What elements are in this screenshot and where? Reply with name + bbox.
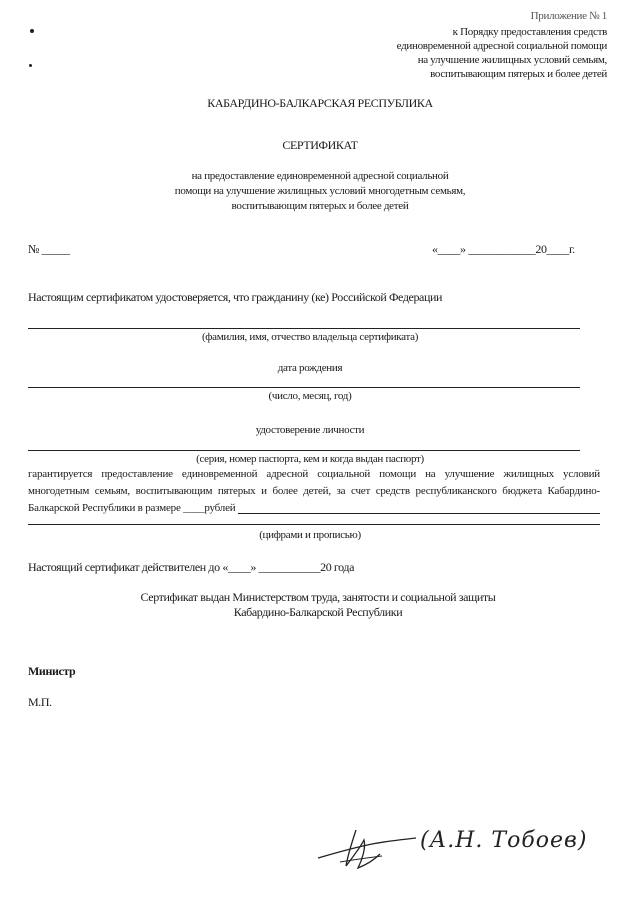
issuer-line-1: Сертификат выдан Министерством труда, занятости и социальной защиты xyxy=(140,590,496,604)
certificate-title: СЕРТИФИКАТ xyxy=(282,138,358,152)
guarantee-line-3: Балкарской Республики в размере ____рублей xyxy=(28,502,236,514)
fio-caption: (фамилия, имя, отчество владельца сертификата) xyxy=(201,331,419,343)
guarantee-line-1: гарантируется предоставление единовременной адресной социальной помощи на улучшение жилищных условий xyxy=(28,468,600,480)
passport-fill-line xyxy=(28,450,580,451)
purpose-line-2: помощи на улучшение жилищных условий многодетным семьям, xyxy=(174,185,466,197)
signature-scribble xyxy=(312,818,422,878)
signature-name: (А.Н. Тобоев) xyxy=(420,828,588,853)
validity-text: Настоящий сертификат действителен до «____» ___________20 года xyxy=(28,560,355,574)
amount-fill-line-1 xyxy=(238,513,600,514)
identity-document-label: удостоверение личности xyxy=(255,424,365,436)
amount-caption: (цифрами и прописью) xyxy=(259,529,361,541)
purpose-line-3: воспитывающим пятерых и более детей xyxy=(231,200,409,212)
certificate-date-field: «____» ____________20____г. xyxy=(432,242,575,256)
appendix-line-1: Приложение № 1 xyxy=(530,10,607,22)
appendix-line-3: единовременной адресной социальной помощи xyxy=(396,40,607,52)
amount-fill-line-2 xyxy=(28,524,600,525)
certificate-number-field: № _____ xyxy=(28,242,70,256)
appendix-line-4: на улучшение жилищных условий семьям, xyxy=(417,54,607,66)
appendix-line-2: к Порядку предоставления средств xyxy=(452,26,607,38)
passport-caption: (серия, номер паспорта, кем и когда выдан паспорт) xyxy=(196,453,424,465)
minister-label: Министр xyxy=(28,664,76,678)
fio-fill-line xyxy=(28,328,580,329)
republic-heading: КАБАРДИНО-БАЛКАРСКАЯ РЕСПУБЛИКА xyxy=(207,96,433,110)
page-mark-dot xyxy=(30,29,34,33)
purpose-line-1: на предоставление единовременной адресной социальной xyxy=(191,170,449,182)
seal-label: М.П. xyxy=(28,695,52,709)
page-mark-tick xyxy=(29,64,32,67)
guarantee-line-2: многодетным семьям, воспитывающим пятерых и более детей, за счет средств республиканского бюджета Кабардино- xyxy=(28,485,600,497)
issuer-line-2: Кабардино-Балкарской Республики xyxy=(233,605,403,619)
birth-date-label: дата рождения xyxy=(277,362,343,374)
certify-text: Настоящим сертификатом удостоверяется, что гражданину (ке) Российской Федерации xyxy=(28,290,443,304)
appendix-line-5: воспитывающим пятерых и более детей xyxy=(430,68,607,80)
birth-date-fill-line xyxy=(28,387,580,388)
birth-date-caption: (число, месяц, год) xyxy=(268,390,352,402)
